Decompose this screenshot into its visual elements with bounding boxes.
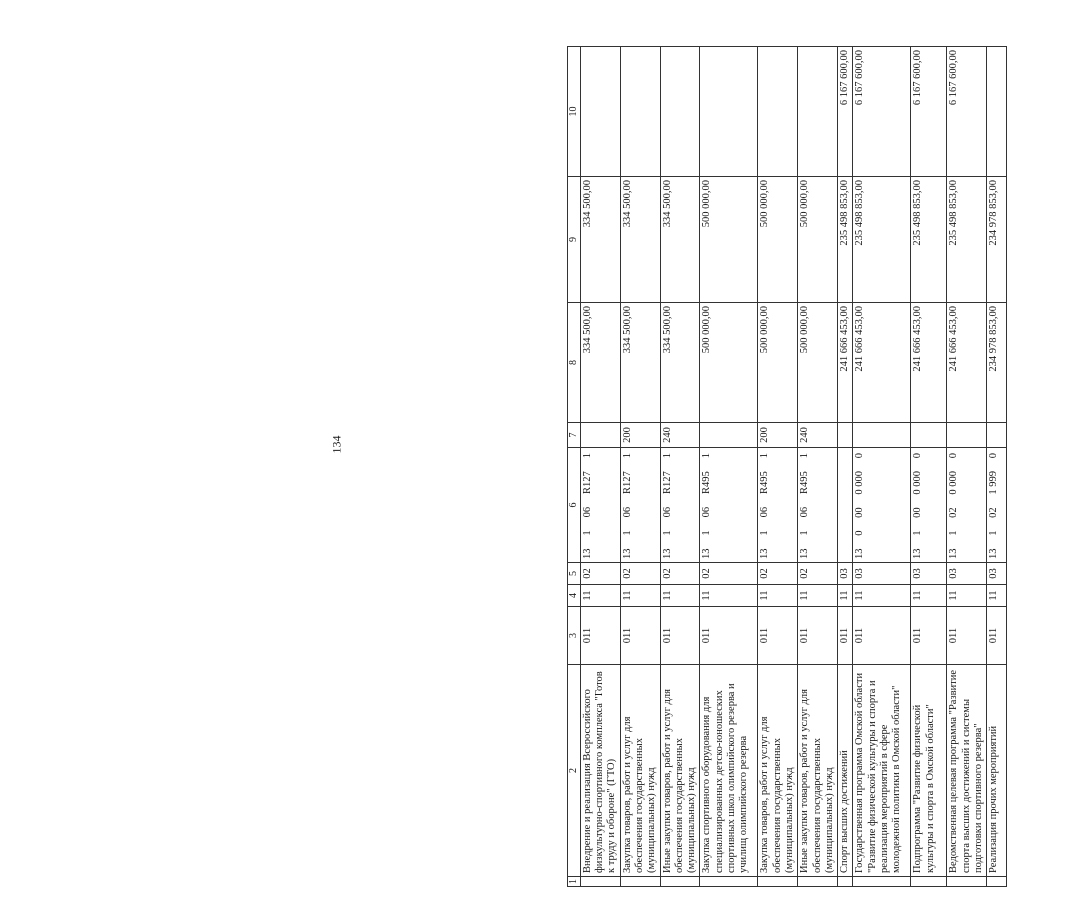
page-number: 134 — [329, 435, 344, 454]
cell-expense-type — [911, 423, 947, 448]
cell-subsection: 02 — [700, 563, 758, 585]
code-part: 1 — [912, 530, 924, 536]
code-part: 06 — [799, 506, 811, 518]
table-row — [620, 47, 660, 887]
cell-col1 — [987, 877, 1007, 887]
cell-amount-total: 241 666 453,00 — [947, 303, 987, 423]
cell-section: 11 — [620, 585, 660, 607]
code-part: R495 — [799, 471, 811, 494]
cell-col1 — [838, 877, 853, 887]
cell-name: Иные закупки товаров, работ и услуг для обеспечения государственных (муниципальных) нужд — [660, 665, 700, 877]
target-article-code — [854, 451, 866, 559]
cell-ministry-code: 011 — [660, 607, 700, 665]
cell-name: Государственная программа Омской области "Развитие физической культуры и спорта и реализация мероприятий в сфере молодежной политики в Омской области" — [853, 665, 911, 877]
cell-name: Реализация прочих мероприятий — [987, 665, 1007, 877]
code-part: 1 — [988, 530, 1000, 536]
cell-subsection: 02 — [798, 563, 838, 585]
cell-name: Ведомственная целевая программа "Развитие спорта высших достижений и системы подготовки спортивного резерва" — [947, 665, 987, 877]
code-part: 0 — [854, 530, 866, 536]
code-part: R495 — [759, 471, 771, 494]
cell-name: Закупка спортивного оборудования для специализированных детско-юношеских спортивных школ олимпийского резерва и училищ олимпийского резерва — [700, 665, 758, 877]
cell-col1 — [947, 877, 987, 887]
cell-section: 11 — [798, 585, 838, 607]
cell-amount-federal — [660, 47, 700, 177]
column-header: 3 — [568, 607, 581, 665]
column-header: 4 — [568, 585, 581, 607]
header-row — [568, 47, 581, 887]
column-header: 2 — [568, 665, 581, 877]
budget-table-rotated — [567, 47, 1075, 887]
cell-name: Подпрограмма "Развитие физической культуры и спорта в Омской области" — [911, 665, 947, 877]
cell-name: Закупка товаров, работ и услуг для обеспечения государственных (муниципальных) нужд — [758, 665, 798, 877]
cell-expense-type — [838, 423, 853, 448]
code-part: R495 — [701, 471, 713, 494]
cell-amount-own: 235 498 853,00 — [838, 177, 853, 303]
code-part: 13 — [759, 548, 771, 559]
column-header: 7 — [568, 423, 581, 448]
code-part: R127 — [621, 471, 633, 494]
cell-col1 — [758, 877, 798, 887]
cell-section: 11 — [660, 585, 700, 607]
table-row — [838, 47, 853, 887]
cell-section: 11 — [947, 585, 987, 607]
code-part: 13 — [912, 548, 924, 559]
cell-expense-type: 240 — [660, 423, 700, 448]
cell-name: Внедрение и реализация Всероссийского физкультурно-спортивного комплекса "Готов к труду и обороне" (ГТО) — [580, 665, 620, 877]
cell-name: Закупка товаров, работ и услуг для обеспечения государственных (муниципальных) нужд — [620, 665, 660, 877]
table-body — [568, 47, 1007, 887]
table-row — [947, 47, 987, 887]
cell-amount-federal — [758, 47, 798, 177]
code-part: 1 — [948, 530, 960, 536]
cell-amount-federal — [987, 47, 1007, 177]
code-part: 06 — [759, 506, 771, 518]
cell-amount-total: 241 666 453,00 — [911, 303, 947, 423]
cell-amount-federal — [580, 47, 620, 177]
cell-amount-own: 500 000,00 — [798, 177, 838, 303]
cell-amount-federal: 6 167 600,00 — [947, 47, 987, 177]
cell-expense-type — [987, 423, 1007, 448]
cell-ministry-code: 011 — [911, 607, 947, 665]
cell-amount-own: 235 498 853,00 — [853, 177, 911, 303]
code-part: 02 — [948, 507, 960, 518]
cell-subsection: 02 — [758, 563, 798, 585]
cell-target-article — [580, 448, 620, 563]
code-part: 13 — [799, 548, 811, 559]
code-part: 1 — [759, 530, 771, 536]
target-article-code — [701, 451, 713, 559]
code-part: 0 — [912, 453, 924, 459]
cell-target-article — [911, 448, 947, 563]
cell-amount-own: 334 500,00 — [580, 177, 620, 303]
code-part: 0 000 — [948, 470, 960, 495]
cell-amount-federal — [620, 47, 660, 177]
cell-ministry-code: 011 — [580, 607, 620, 665]
target-article-code — [912, 451, 924, 559]
code-part: 0 000 — [854, 470, 866, 495]
target-article-code — [582, 451, 594, 559]
target-article-code — [799, 451, 811, 559]
cell-col1 — [660, 877, 700, 887]
cell-section: 11 — [758, 585, 798, 607]
cell-amount-own: 500 000,00 — [700, 177, 758, 303]
cell-expense-type: 200 — [758, 423, 798, 448]
code-part: 0 — [854, 453, 866, 459]
cell-subsection: 02 — [580, 563, 620, 585]
budget-table — [567, 46, 1007, 887]
code-part: 00 — [912, 507, 924, 518]
table-row — [853, 47, 911, 887]
cell-ministry-code: 011 — [947, 607, 987, 665]
table-row — [758, 47, 798, 887]
cell-name: Спорт высших достижений — [838, 665, 853, 877]
cell-subsection: 02 — [620, 563, 660, 585]
cell-col1 — [911, 877, 947, 887]
cell-expense-type — [947, 423, 987, 448]
cell-amount-federal: 6 167 600,00 — [838, 47, 853, 177]
cell-amount-total: 334 500,00 — [580, 303, 620, 423]
cell-col1 — [853, 877, 911, 887]
code-part: 06 — [581, 506, 593, 518]
cell-col1 — [700, 877, 758, 887]
cell-target-article — [947, 448, 987, 563]
code-part: 13 — [948, 548, 960, 559]
code-part: 1 — [799, 530, 811, 536]
code-part: 06 — [621, 506, 633, 518]
cell-target-article — [798, 448, 838, 563]
cell-subsection: 02 — [660, 563, 700, 585]
code-part: 13 — [988, 548, 1000, 559]
cell-expense-type: 200 — [620, 423, 660, 448]
cell-expense-type — [700, 423, 758, 448]
table-row — [700, 47, 758, 887]
cell-ministry-code: 011 — [838, 607, 853, 665]
cell-expense-type: 240 — [798, 423, 838, 448]
cell-target-article — [700, 448, 758, 563]
code-part: 13 — [854, 548, 866, 559]
cell-amount-own: 500 000,00 — [758, 177, 798, 303]
cell-subsection: 03 — [853, 563, 911, 585]
code-part: 0 — [948, 453, 960, 459]
code-part: 0 000 — [912, 470, 924, 495]
code-part: 1 999 — [988, 470, 1000, 495]
cell-subsection: 03 — [911, 563, 947, 585]
cell-target-article — [620, 448, 660, 563]
cell-subsection: 03 — [987, 563, 1007, 585]
cell-ministry-code: 011 — [700, 607, 758, 665]
cell-section: 11 — [838, 585, 853, 607]
target-article-code — [662, 451, 674, 559]
target-article-code — [948, 451, 960, 559]
cell-amount-total: 500 000,00 — [798, 303, 838, 423]
code-part: 1 — [661, 530, 673, 536]
code-part: 13 — [701, 548, 713, 559]
code-part: R127 — [661, 471, 673, 494]
code-part: 13 — [661, 548, 673, 559]
code-part: 1 — [799, 453, 811, 459]
cell-amount-own: 235 498 853,00 — [911, 177, 947, 303]
code-part: 13 — [581, 548, 593, 559]
code-part: 0 — [988, 453, 1000, 459]
cell-amount-total: 334 500,00 — [620, 303, 660, 423]
cell-amount-own: 234 978 853,00 — [987, 177, 1007, 303]
target-article-code — [622, 451, 634, 559]
code-part: 06 — [701, 506, 713, 518]
cell-expense-type — [853, 423, 911, 448]
cell-section: 11 — [580, 585, 620, 607]
cell-amount-federal: 6 167 600,00 — [911, 47, 947, 177]
cell-amount-total: 500 000,00 — [700, 303, 758, 423]
cell-amount-total: 241 666 453,00 — [853, 303, 911, 423]
code-part: 1 — [701, 453, 713, 459]
table-row — [987, 47, 1007, 887]
cell-section: 11 — [700, 585, 758, 607]
cell-section: 11 — [853, 585, 911, 607]
cell-target-article — [838, 448, 853, 563]
cell-amount-total: 334 500,00 — [660, 303, 700, 423]
code-part: 02 — [988, 507, 1000, 518]
cell-section: 11 — [987, 585, 1007, 607]
column-header: 1 — [568, 877, 581, 887]
cell-amount-own: 235 498 853,00 — [947, 177, 987, 303]
column-header: 6 — [568, 448, 581, 563]
cell-amount-total: 500 000,00 — [758, 303, 798, 423]
cell-amount-total: 241 666 453,00 — [838, 303, 853, 423]
cell-subsection: 03 — [947, 563, 987, 585]
cell-target-article — [853, 448, 911, 563]
code-part: 1 — [661, 453, 673, 459]
cell-target-article — [660, 448, 700, 563]
table-row — [798, 47, 838, 887]
cell-expense-type — [580, 423, 620, 448]
cell-ministry-code: 011 — [798, 607, 838, 665]
cell-section: 11 — [911, 585, 947, 607]
cell-name: Иные закупки товаров, работ и услуг для обеспечения государственных (муниципальных) нужд — [798, 665, 838, 877]
column-header: 5 — [568, 563, 581, 585]
column-header: 10 — [568, 47, 581, 177]
target-article-code — [988, 451, 1000, 559]
cell-amount-own: 334 500,00 — [660, 177, 700, 303]
cell-target-article — [987, 448, 1007, 563]
code-part: 1 — [581, 530, 593, 536]
cell-col1 — [620, 877, 660, 887]
code-part: R127 — [581, 471, 593, 494]
code-part: 06 — [661, 506, 673, 518]
code-part: 1 — [621, 453, 633, 459]
code-part: 1 — [759, 453, 771, 459]
cell-amount-total: 234 978 853,00 — [987, 303, 1007, 423]
table-row — [660, 47, 700, 887]
cell-amount-federal: 6 167 600,00 — [853, 47, 911, 177]
table-row — [580, 47, 620, 887]
code-part: 00 — [854, 507, 866, 518]
table-row — [911, 47, 947, 887]
cell-col1 — [798, 877, 838, 887]
cell-amount-federal — [798, 47, 838, 177]
target-article-code — [759, 451, 771, 559]
column-header: 9 — [568, 177, 581, 303]
cell-amount-federal — [700, 47, 758, 177]
code-part: 1 — [581, 453, 593, 459]
cell-ministry-code: 011 — [620, 607, 660, 665]
cell-ministry-code: 011 — [853, 607, 911, 665]
code-part: 1 — [701, 530, 713, 536]
cell-target-article — [758, 448, 798, 563]
cell-subsection: 03 — [838, 563, 853, 585]
cell-col1 — [580, 877, 620, 887]
cell-amount-own: 334 500,00 — [620, 177, 660, 303]
code-part: 13 — [621, 548, 633, 559]
code-part: 1 — [621, 530, 633, 536]
cell-ministry-code: 011 — [987, 607, 1007, 665]
column-header: 8 — [568, 303, 581, 423]
cell-ministry-code: 011 — [758, 607, 798, 665]
